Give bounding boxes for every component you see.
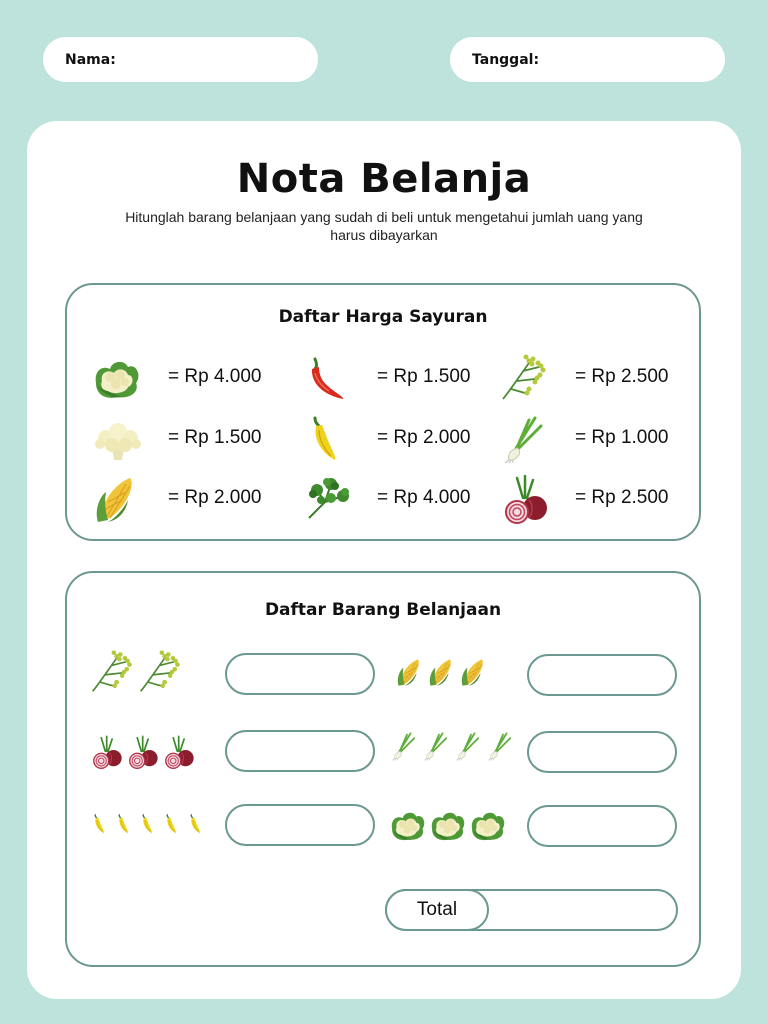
price-item-cabbage <box>92 353 292 403</box>
shopping-list-box <box>65 571 701 967</box>
price-item-cauliflower <box>92 414 292 464</box>
answer-input-corn[interactable] <box>527 654 677 696</box>
price-value: = Rp 4.000 <box>377 487 471 508</box>
shopping-group-red-onion <box>89 729 197 779</box>
yellow-chili-icon <box>137 801 159 847</box>
page-title: Nota Belanja <box>236 156 532 202</box>
price-item-spring-onion <box>499 414 699 464</box>
nama-input[interactable] <box>124 44 318 76</box>
yellow-chili-icon <box>185 801 207 847</box>
price-value: = Rp 2.000 <box>377 427 471 448</box>
spring-onion-icon <box>499 414 549 464</box>
tanggal-input[interactable] <box>547 44 725 76</box>
answer-input-cabbage[interactable] <box>527 805 677 847</box>
red-onion-icon <box>89 729 123 775</box>
yellow-chili-icon <box>89 801 111 847</box>
cabbage-icon <box>389 805 427 845</box>
price-value: = Rp 4.000 <box>168 366 262 387</box>
shopping-group-spring-onion <box>389 723 517 773</box>
price-value: = Rp 1.000 <box>575 427 669 448</box>
cauliflower-icon <box>92 414 142 464</box>
price-item-corn <box>92 474 292 524</box>
red-onion-icon <box>125 729 159 775</box>
corn-icon <box>395 649 425 695</box>
tanggal-field <box>450 37 725 82</box>
price-value: = Rp 1.500 <box>377 366 471 387</box>
nama-label: Nama: <box>65 51 116 68</box>
corn-icon <box>459 649 489 695</box>
spring-onion-icon <box>421 723 451 769</box>
corn-icon <box>92 474 142 524</box>
tanggal-label: Tanggal: <box>472 51 540 68</box>
answer-input-red-onion[interactable] <box>225 730 375 772</box>
corn-icon <box>427 649 457 695</box>
red-onion-icon <box>499 474 549 524</box>
price-value: = Rp 2.000 <box>168 487 262 508</box>
cabbage-icon <box>429 805 467 845</box>
dill-icon <box>137 649 183 695</box>
shopping-group-dill <box>89 649 185 699</box>
dill-icon <box>499 353 549 403</box>
price-item-red-chili <box>301 353 501 403</box>
price-list-box <box>65 283 701 541</box>
price-item-parsley <box>301 474 501 524</box>
answer-input-spring-onion[interactable] <box>527 731 677 773</box>
total-box <box>385 889 678 931</box>
spring-onion-icon <box>485 723 515 769</box>
shopping-group-corn <box>395 649 491 699</box>
red-onion-icon <box>161 729 195 775</box>
shopping-group-cabbage <box>389 805 509 855</box>
cabbage-icon <box>469 805 507 845</box>
nama-field <box>43 37 318 82</box>
dill-icon <box>89 649 135 695</box>
answer-input-dill[interactable] <box>225 653 375 695</box>
spring-onion-icon <box>389 723 419 769</box>
yellow-chili-icon <box>113 801 135 847</box>
price-item-red-onion <box>499 474 699 524</box>
price-list-title: Daftar Harga Sayuran <box>278 307 488 327</box>
page-subtitle: Hitunglah barang belanjaan yang sudah di beli untuk mengetahui jumlah uang yang harus dibayarkan <box>125 209 643 243</box>
price-item-dill <box>499 353 699 403</box>
red-chili-icon <box>301 353 351 403</box>
yellow-chili-icon <box>301 414 351 464</box>
total-label: Total <box>385 889 489 931</box>
total-input[interactable] <box>493 893 672 929</box>
price-value: = Rp 2.500 <box>575 366 669 387</box>
spring-onion-icon <box>453 723 483 769</box>
price-item-yellow-chili <box>301 414 501 464</box>
price-value: = Rp 2.500 <box>575 487 669 508</box>
price-value: = Rp 1.500 <box>168 427 262 448</box>
yellow-chili-icon <box>161 801 183 847</box>
parsley-icon <box>301 474 351 524</box>
answer-input-yellow-chili[interactable] <box>225 804 375 846</box>
shopping-list-title: Daftar Barang Belanjaan <box>264 600 502 620</box>
worksheet-card <box>27 121 741 999</box>
shopping-group-yellow-chili <box>89 801 209 851</box>
cabbage-icon <box>92 353 142 403</box>
